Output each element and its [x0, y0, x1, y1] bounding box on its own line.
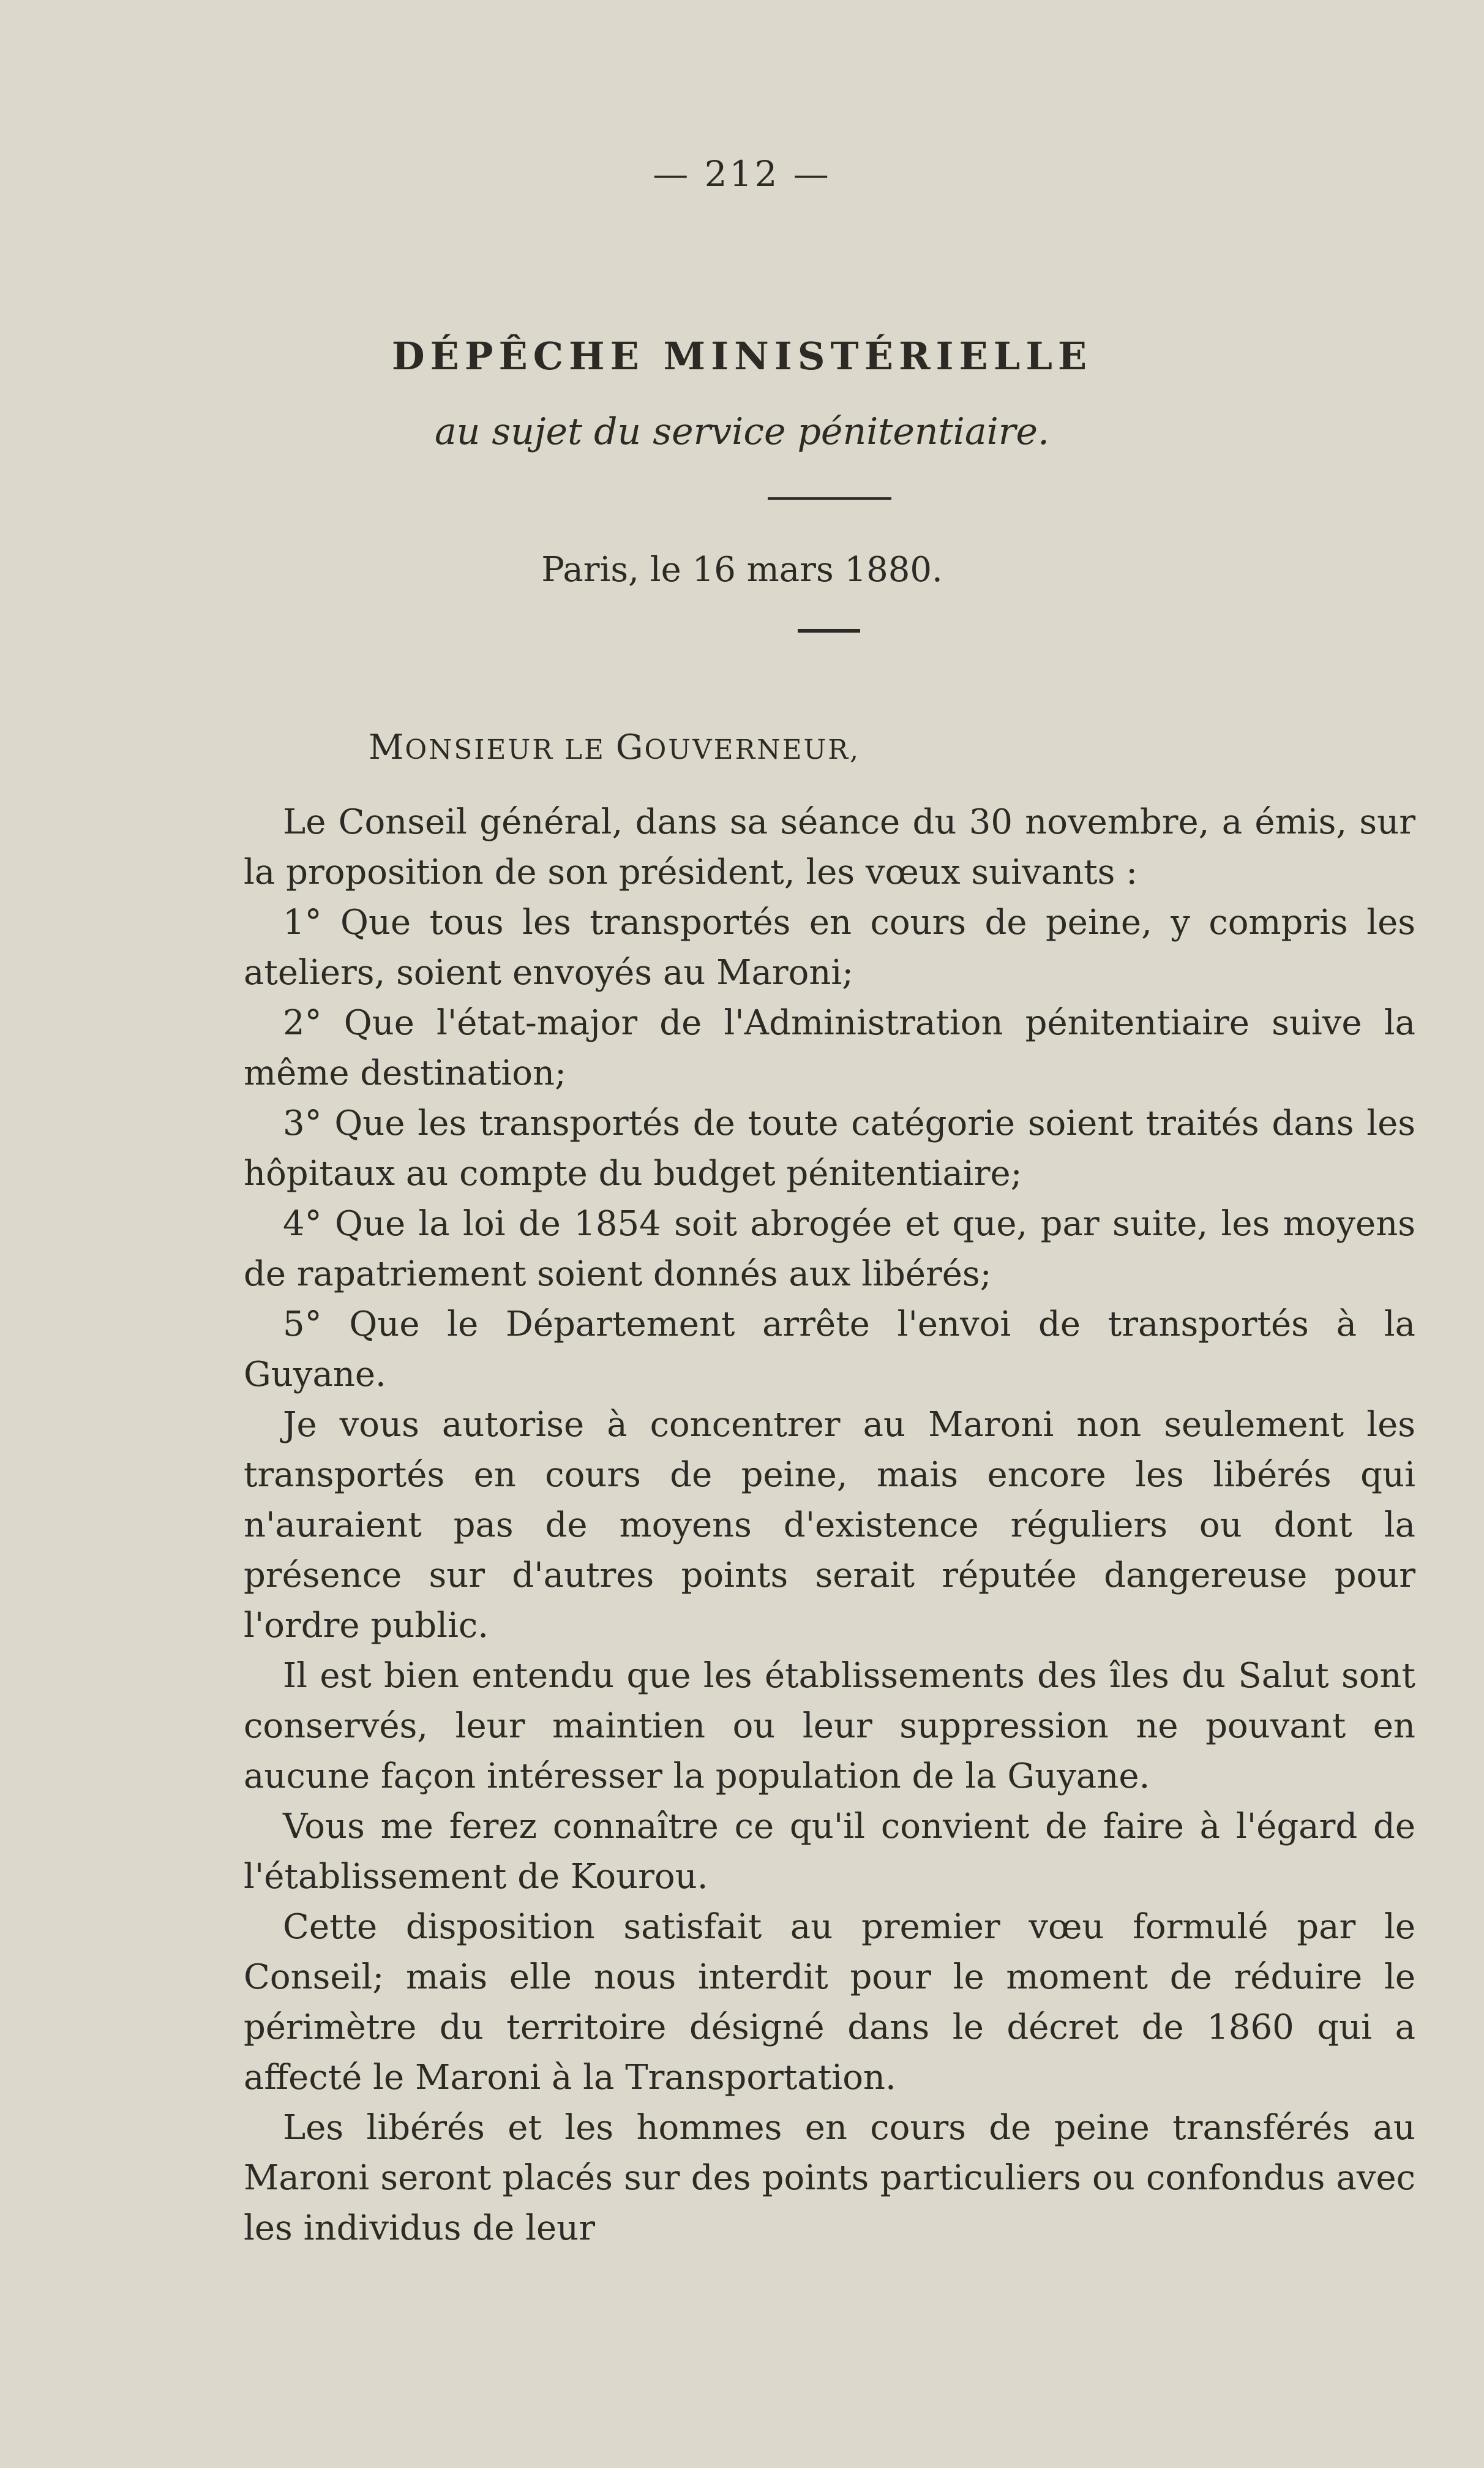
- list-item: 3° Que les transportés de toute catégorie soient traités dans les hôpitaux au compte du budget pénitentiaire;: [244, 1104, 1415, 1194]
- paragraph: Cette disposition satisfait au premier vœu formulé par le Conseil; mais elle nous interdit pour le moment de réduire le périmètre du territoire désigné dans le décret de 1860 qui a affecté le Maroni à la Transportation.: [244, 1907, 1415, 2097]
- separator-rule: [768, 497, 891, 500]
- paragraph: Le Conseil général, dans sa séance du 30 novembre, a émis, sur la proposition de son président, les vœux suivants :: [244, 802, 1415, 892]
- document-subtitle: au sujet du service pénitentiaire.: [434, 410, 1050, 453]
- salutation-initial-m: M: [369, 728, 405, 767]
- salutation-initial-g: G: [615, 728, 645, 767]
- salutation-smallcaps-2: OUVERNEUR,: [644, 734, 861, 766]
- paragraph: Il est bien entendu que les établissements des îles du Salut sont conservés, leur maintien ou leur suppression ne pouvant en aucune façon intéresser la population de la Guyane.: [244, 1656, 1415, 1796]
- paragraph: Les libérés et les hommes en cours de peine transférés au Maroni seront placés sur des points particuliers ou confondus avec les individus de leur: [244, 2108, 1415, 2248]
- document-title: DÉPÊCHE MINISTÉRIELLE: [391, 334, 1093, 378]
- salutation: [369, 728, 860, 767]
- list-item: 2° Que l'état-major de l'Administration pénitentiaire suive la même destination;: [244, 1003, 1415, 1093]
- paragraph: Je vous autorise à concentrer au Maroni non seulement les transportés en cours de peine, mais encore les libérés qui n'auraient pas de moyens d'existence réguliers ou dont la présence sur d'autres points serait réputée dangereuse pour l'ordre public.: [244, 1405, 1415, 1646]
- separator-rule-short: [798, 629, 860, 633]
- dateline: Paris, le 16 mars 1880.: [541, 550, 943, 590]
- salutation-smallcaps-1: ONSIEUR LE: [405, 734, 616, 766]
- list-item: 4° Que la loi de 1854 soit abrogée et que, par suite, les moyens de rapatriement soient donnés aux libérés;: [244, 1204, 1415, 1294]
- list-item: 5° Que le Département arrête l'envoi de transportés à la Guyane.: [244, 1304, 1415, 1394]
- letter-body: [244, 797, 1415, 2254]
- page-number: — 212 —: [653, 153, 831, 195]
- paragraph: Vous me ferez connaître ce qu'il convient de faire à l'égard de l'établissement de Kourou.: [244, 1807, 1415, 1897]
- list-item: 1° Que tous les transportés en cours de peine, y compris les ateliers, soient envoyés au Maroni;: [244, 903, 1415, 993]
